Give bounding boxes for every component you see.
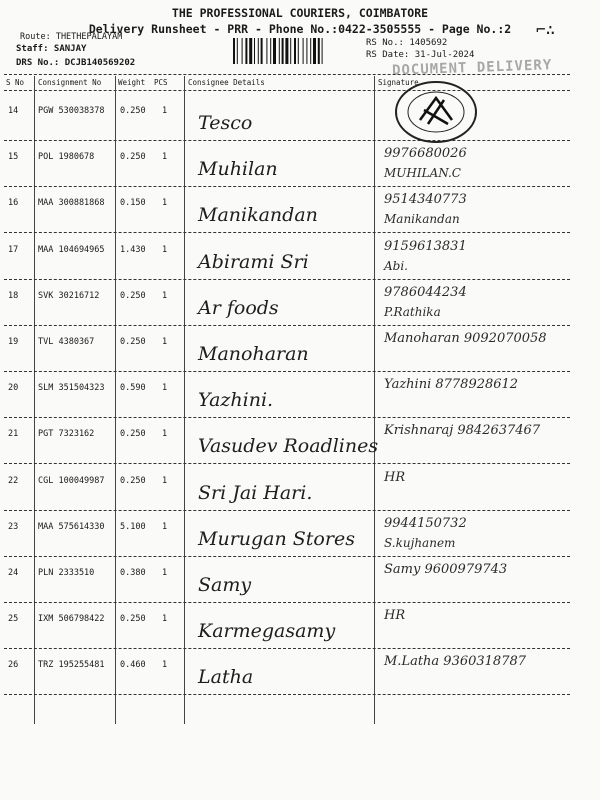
- row-pcs: 1: [162, 290, 168, 301]
- divider: [4, 232, 570, 233]
- row-consignee: Ar foods: [198, 296, 279, 319]
- row-consignee: Karmegasamy: [198, 620, 336, 643]
- row-weight: 0.250: [120, 475, 146, 486]
- row-consignment: PGT 7323162: [38, 429, 95, 440]
- row-signature: HR: [384, 608, 406, 624]
- row-sno: 15: [8, 152, 19, 163]
- row-consignee: Muhilan: [198, 158, 278, 181]
- divider: [4, 510, 570, 511]
- row-consignment: TVL 4380367: [38, 337, 95, 347]
- row-consignment: MAA 575614330: [38, 521, 105, 532]
- divider: [4, 279, 570, 280]
- document-title: THE PROFESSIONAL COURIERS, COIMBATORE: [171, 6, 429, 20]
- row-sno: 19: [8, 337, 19, 347]
- table-row: [0, 142, 600, 188]
- row-sno: 21: [8, 429, 19, 440]
- row-signature-name: S.kujhanem: [384, 535, 456, 550]
- row-consignee: Tesco: [198, 112, 253, 134]
- row-pcs: 1: [162, 429, 168, 440]
- document-delivery-stamp: DOCUMENT DELIVERY: [391, 57, 553, 79]
- table-row: [0, 281, 600, 327]
- table-row: [0, 327, 600, 373]
- row-signature: 9514340773: [384, 192, 467, 208]
- divider: [4, 74, 570, 75]
- table-row: [0, 235, 600, 281]
- row-signature: Yazhini 8778928612: [384, 377, 519, 393]
- divider: [4, 325, 570, 326]
- row-consignee: Murugan Stores: [198, 527, 355, 550]
- row-consignment: POL 1980678: [38, 152, 95, 163]
- row-consignee: Manoharan: [198, 343, 309, 365]
- table-row: [0, 466, 600, 512]
- divider: [4, 90, 570, 91]
- row-weight: 0.250: [120, 337, 146, 347]
- row-consignment: MAA 300881868: [38, 198, 105, 209]
- row-sno: 17: [8, 244, 19, 255]
- row-consignment: MAA 104694965: [38, 244, 105, 255]
- row-weight: 0.150: [120, 198, 146, 209]
- table-row: [0, 188, 600, 234]
- divider: [4, 417, 570, 418]
- divider: [4, 694, 570, 695]
- col-consignee: Consignee Details: [188, 78, 265, 87]
- drs-number: DRS No.: DCJB140569202: [16, 58, 136, 68]
- row-pcs: 1: [162, 614, 168, 625]
- row-signature: M.Latha 9360318787: [384, 654, 527, 670]
- row-sno: 25: [8, 614, 19, 625]
- row-consignment: SVK 30216712: [38, 290, 100, 301]
- row-consignment: IXM 506798422: [38, 614, 105, 625]
- divider: [4, 648, 570, 649]
- row-weight: 5.100: [120, 521, 146, 532]
- row-signature: Krishnaraj 9842637467: [384, 423, 541, 439]
- table-row: [0, 96, 600, 142]
- rs-number: RS No.: 1405692: [366, 38, 448, 48]
- divider: [4, 186, 570, 187]
- row-sno: 22: [8, 475, 19, 486]
- table-row: [0, 558, 600, 604]
- row-pcs: 1: [162, 337, 168, 347]
- company-seal: [394, 80, 478, 144]
- col-signature: Signature: [378, 78, 419, 87]
- row-signature: 9159613831: [384, 238, 467, 254]
- row-sno: 24: [8, 568, 19, 578]
- route-label: Route: THETHEPALAYAM: [20, 32, 123, 42]
- divider: [4, 602, 570, 603]
- row-sno: 14: [8, 106, 19, 116]
- row-signature: 9786044234: [384, 284, 467, 300]
- row-weight: 0.250: [120, 614, 146, 625]
- row-weight: 0.590: [120, 383, 146, 394]
- row-consignment: PGW 530038378: [38, 106, 105, 116]
- row-signature-name: Abi.: [384, 258, 408, 273]
- divider: [4, 140, 570, 141]
- runsheet-subtitle: Delivery Runsheet - PRR - Phone No.:0422-3505555 - Page No.:2: [88, 22, 512, 36]
- row-signature-name: MUHILAN.C: [384, 166, 461, 181]
- barcode: [232, 38, 360, 64]
- col-pcs: PCS: [154, 78, 168, 87]
- row-consignment: TRZ 195255481: [38, 660, 105, 671]
- row-signature: HR: [384, 469, 406, 485]
- row-pcs: 1: [162, 106, 168, 116]
- row-sno: 23: [8, 521, 19, 532]
- row-sno: 20: [8, 383, 19, 394]
- col-sno: S No: [6, 78, 25, 87]
- row-weight: 0.250: [120, 152, 146, 163]
- row-consignment: PLN 2333510: [38, 568, 95, 578]
- row-signature: Samy 9600979743: [384, 562, 508, 577]
- row-pcs: 1: [162, 660, 168, 671]
- row-pcs: 1: [162, 521, 168, 532]
- row-weight: 0.380: [120, 568, 146, 578]
- row-consignee: Sri Jai Hari.: [198, 481, 313, 504]
- row-sno: 18: [8, 290, 19, 301]
- row-weight: 0.250: [120, 429, 146, 440]
- row-consignee: Samy: [198, 574, 252, 596]
- row-consignee: Vasudev Roadlines: [198, 435, 379, 458]
- row-sno: 16: [8, 198, 19, 209]
- row-signature: Manoharan 9092070058: [384, 331, 547, 346]
- row-consignee: Manikandan: [198, 204, 318, 227]
- row-pcs: 1: [162, 152, 168, 163]
- row-signature: 9944150732: [384, 515, 467, 531]
- row-consignee: Abirami Sri: [198, 250, 309, 273]
- row-signature: 9976680026: [384, 146, 467, 162]
- row-pcs: 1: [162, 383, 168, 394]
- row-pcs: 1: [162, 198, 168, 209]
- row-signature-name: P.Rathika: [384, 304, 441, 319]
- row-weight: 1.430: [120, 244, 146, 255]
- table-header: [0, 76, 575, 90]
- row-pcs: 1: [162, 244, 168, 255]
- row-weight: 0.250: [120, 290, 146, 301]
- row-consignee: Yazhini.: [198, 389, 274, 412]
- col-consignment: Consignment No: [38, 78, 102, 87]
- table-row: [0, 650, 600, 696]
- col-weight: Weight: [118, 78, 146, 87]
- row-consignment: CGL 100049987: [38, 475, 105, 486]
- divider: [4, 556, 570, 557]
- row-weight: 0.250: [120, 106, 146, 116]
- table-row: [0, 604, 600, 650]
- row-consignment: SLM 351504323: [38, 383, 105, 394]
- divider: [4, 463, 570, 464]
- row-signature-name: Manikandan: [384, 212, 460, 227]
- staff-label: Staff: SANJAY: [16, 44, 87, 54]
- table-row: [0, 419, 600, 465]
- row-pcs: 1: [162, 475, 168, 486]
- row-pcs: 1: [162, 568, 168, 578]
- table-row: [0, 512, 600, 558]
- row-weight: 0.460: [120, 660, 146, 671]
- table-row: [0, 373, 600, 419]
- row-consignee: Latha: [198, 666, 254, 689]
- rs-date: RS Date: 31-Jul-2024: [366, 50, 475, 60]
- divider: [4, 371, 570, 372]
- row-sno: 26: [8, 660, 19, 671]
- corner-scribble-icon: ⌐∴: [536, 20, 556, 39]
